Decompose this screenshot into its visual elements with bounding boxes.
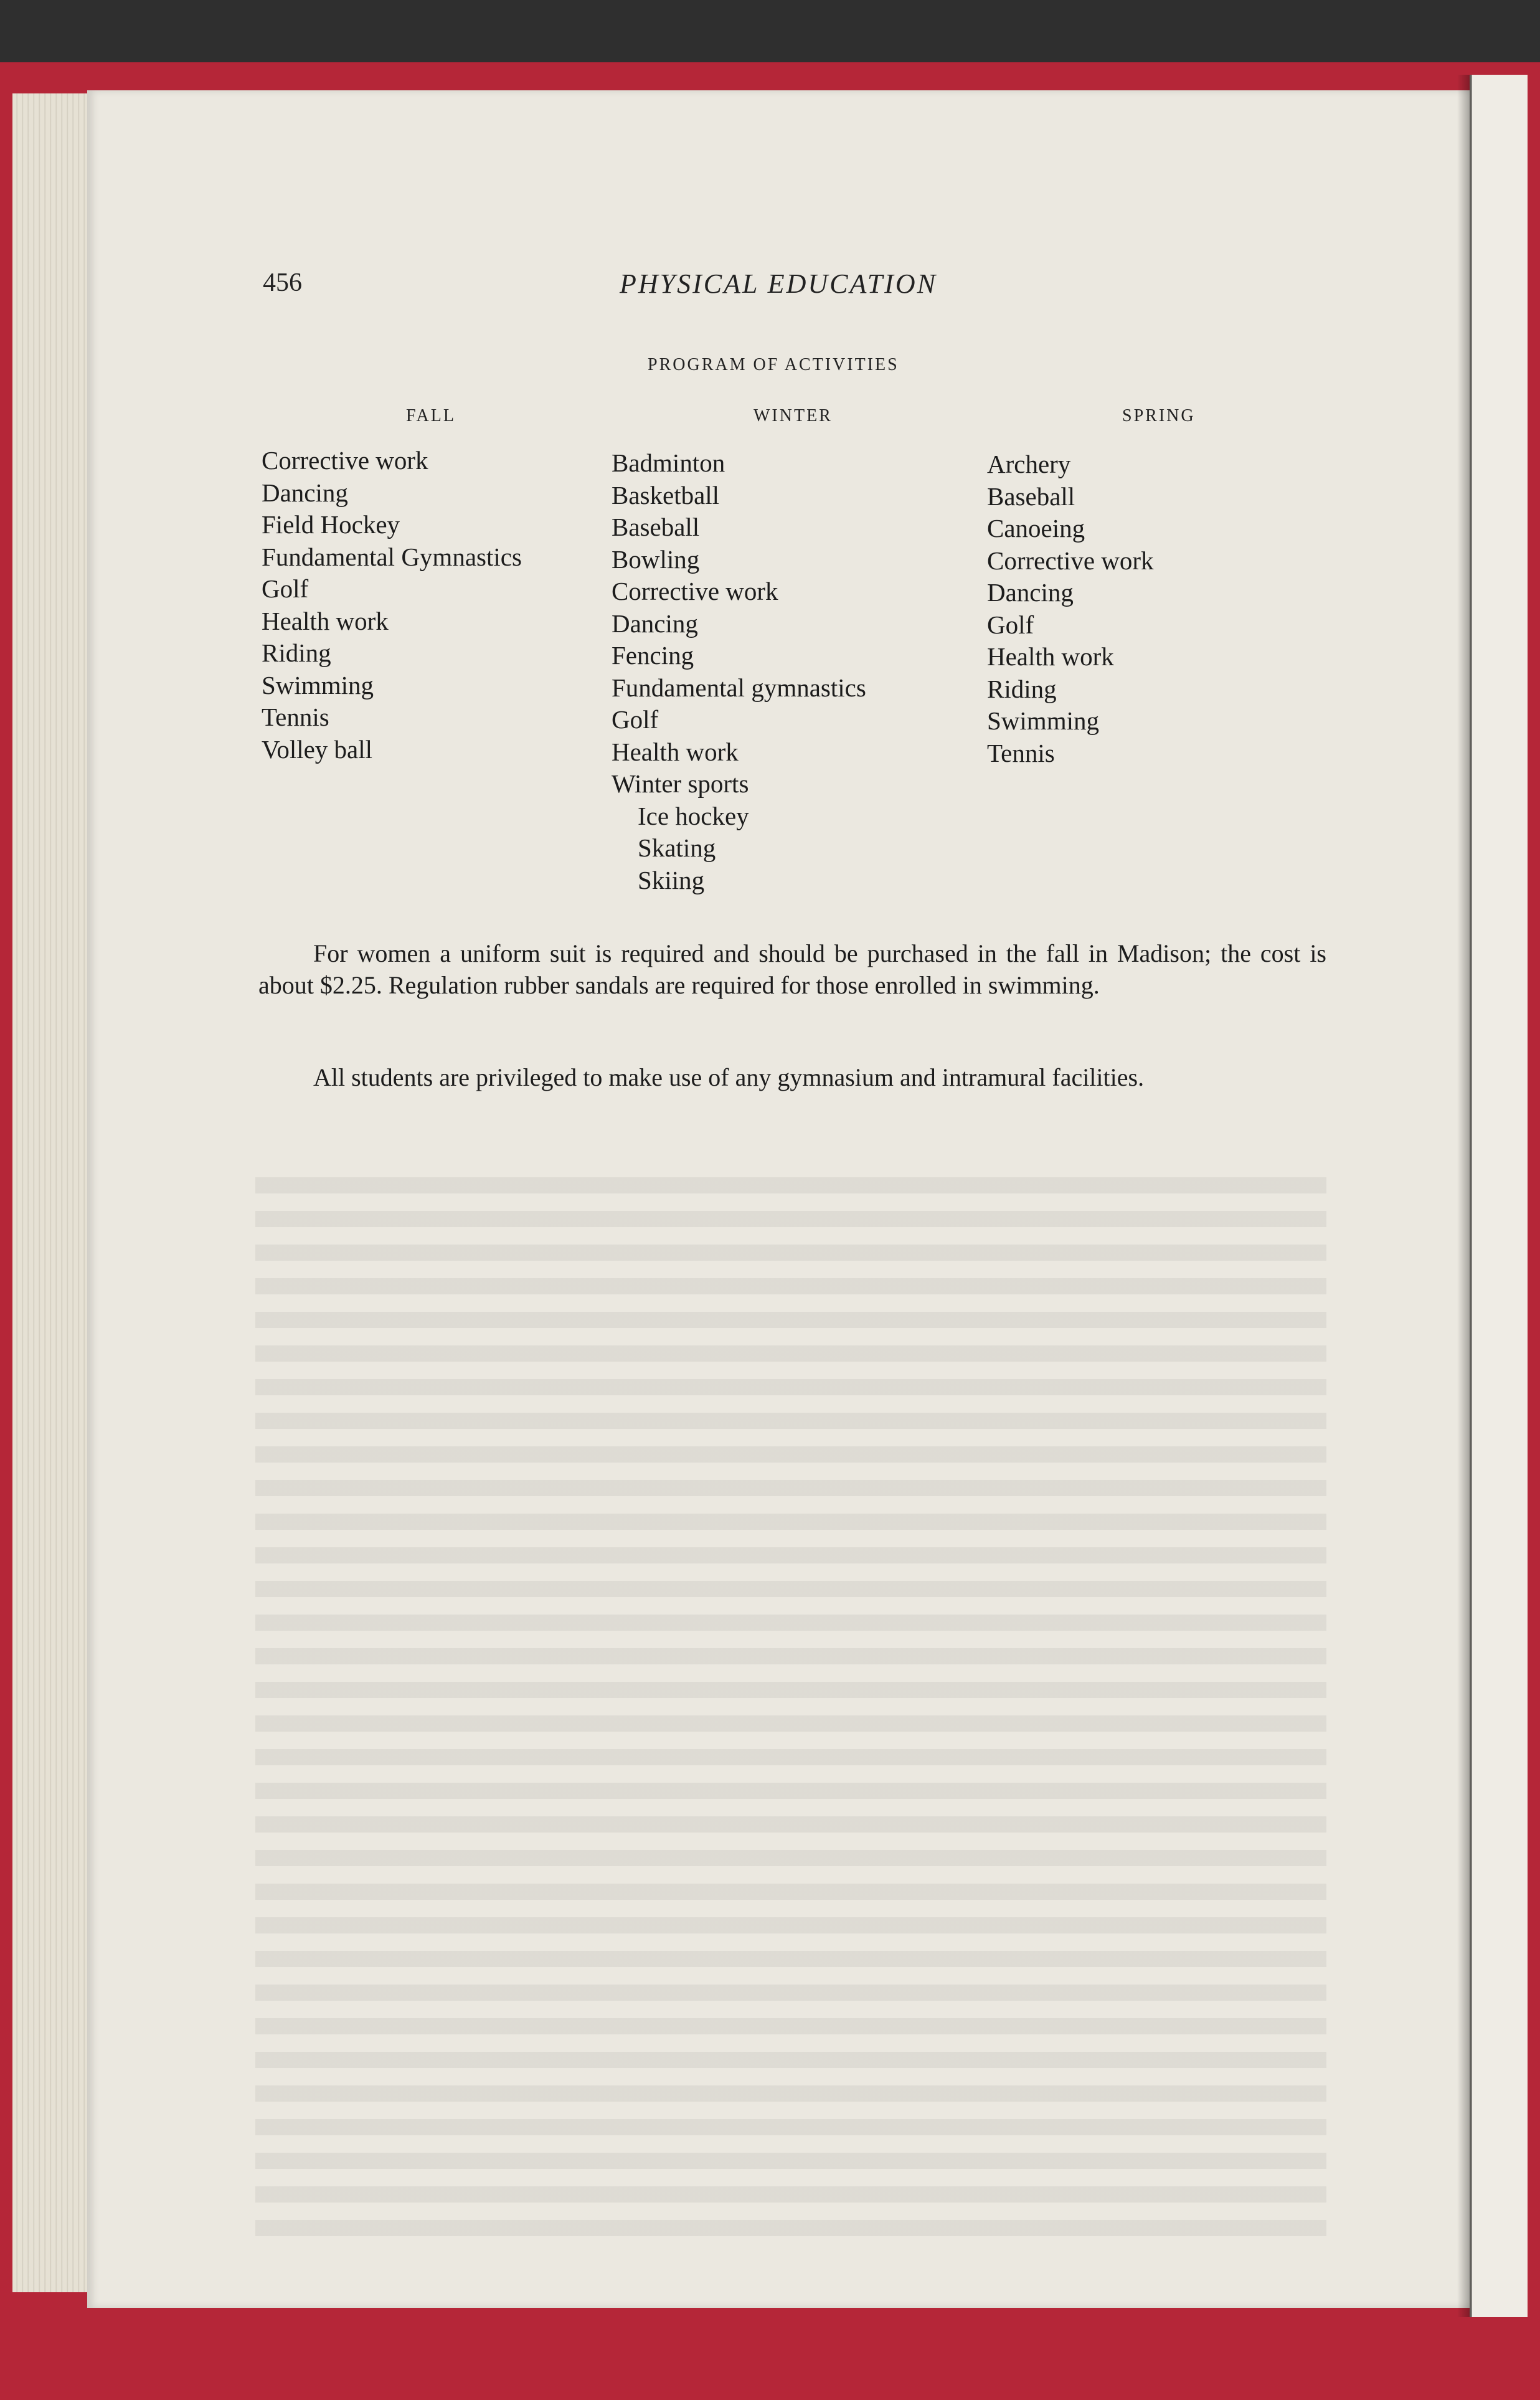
list-item: Swimming [262,670,374,700]
list-item: Golf [612,705,659,734]
page-number: 456 [263,268,302,297]
list-item: Archery [987,450,1071,478]
list-item: Bowling [612,544,700,574]
sub-list-item: Skiing [638,865,705,894]
list-item: Health work [612,737,739,766]
program-heading: PROGRAM OF ACTIVITIES [648,355,899,374]
list-item: Fundamental Gymnastics [262,542,522,571]
list-item: Baseball [987,481,1075,511]
show-through-text [255,1177,1326,2236]
spring-activities-list [987,448,1154,769]
sub-list-item: Skating [638,833,716,862]
winter-heading: WINTER [753,406,833,425]
spring-heading: SPRING [1122,406,1196,425]
running-head [87,268,1470,311]
gutter-shadow [1457,75,1472,2317]
uniform-paragraph: For women a uniform suit is required and should be purchased in the fall in Madison; the cost is about $2.25. Regulation rubber sandals are required for those enrolled in swimming. [258,939,1326,999]
list-item: Golf [987,610,1034,639]
list-item: Canoeing [987,514,1085,543]
fall-heading: FALL [406,406,456,425]
list-item: Baseball [612,513,700,541]
list-item: Dancing [612,609,698,638]
list-item: Tennis [987,738,1055,767]
list-item: Basketball [612,480,720,510]
list-item: Corrective work [262,446,428,475]
list-item: Field Hockey [262,510,400,539]
list-item: Dancing [262,478,348,507]
list-item: Riding [987,674,1057,703]
list-item: Golf [262,574,309,603]
list-item: Winter sports [612,769,749,798]
list-item: Tennis [262,703,329,731]
list-item: Dancing [987,578,1074,607]
running-title: PHYSICAL EDUCATION [620,268,937,299]
list-item: Fundamental gymnastics [612,673,866,702]
list-item: Health work [262,606,389,635]
list-item: Corrective work [987,546,1154,575]
list-item: Volley ball [262,734,373,764]
fall-activities-list [262,445,522,766]
list-item: Corrective work [612,577,778,605]
list-item: Fencing [612,641,694,670]
winter-activities-list [612,447,866,896]
page-edges [12,93,100,2292]
facilities-paragraph: All students are privileged to make use of any gymnasium and intramural facilities. [313,1063,1145,1091]
sub-list-item: Ice hockey [638,801,749,830]
list-item: Riding [262,638,331,667]
facing-page-edge [1470,75,1528,2317]
list-item: Swimming [987,706,1099,735]
list-item: Health work [987,642,1114,671]
list-item: Badminton [612,448,725,477]
